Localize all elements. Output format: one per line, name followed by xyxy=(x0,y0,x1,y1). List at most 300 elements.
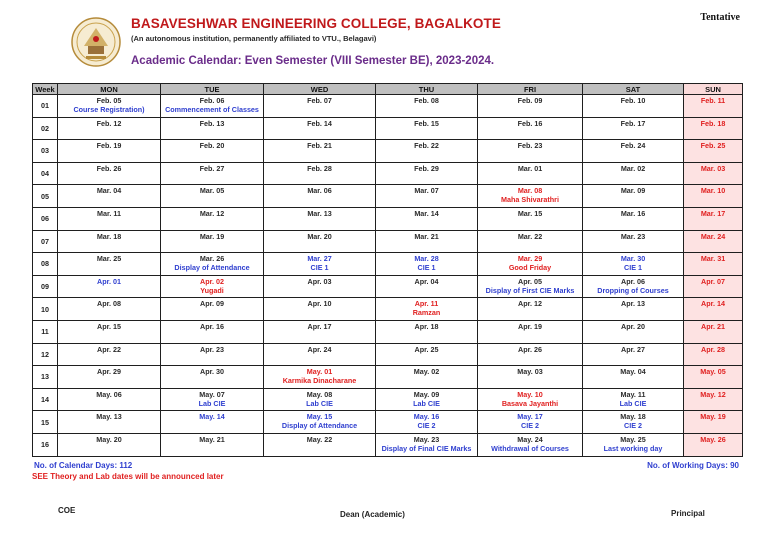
day-cell-thu xyxy=(376,117,478,140)
academic-calendar-table xyxy=(32,83,743,457)
date-label: Mar. 05 xyxy=(199,186,225,196)
event-label: Lab CIE xyxy=(619,398,647,408)
day-cell-sun xyxy=(684,117,743,140)
day-cell-sun xyxy=(684,162,743,185)
day-cell-wed xyxy=(264,207,376,230)
table-row xyxy=(33,366,743,389)
date-label: Mar. 01 xyxy=(517,163,543,173)
day-cell-fri xyxy=(478,230,583,253)
date-label: Apr. 16 xyxy=(200,321,224,331)
date-label: May. 17 xyxy=(517,412,543,422)
date-label: Mar. 29 xyxy=(517,254,543,264)
day-cell-sat xyxy=(583,230,684,253)
day-cell-thu xyxy=(376,185,478,208)
date-label: Apr. 19 xyxy=(518,321,542,331)
date-label: Mar. 21 xyxy=(414,231,439,241)
day-cell-thu xyxy=(376,230,478,253)
date-label: Apr. 17 xyxy=(307,321,332,331)
event-label: Ramzan xyxy=(412,308,441,318)
date-label: May. 24 xyxy=(517,434,543,444)
day-cell-fri xyxy=(478,185,583,208)
date-label: May. 03 xyxy=(517,367,543,377)
week-number: 07 xyxy=(33,230,58,253)
day-cell-sun xyxy=(684,298,743,321)
column-header-sat: SAT xyxy=(583,84,684,95)
date-label: Feb. 23 xyxy=(517,141,543,151)
day-cell-thu xyxy=(376,343,478,366)
week-number: 14 xyxy=(33,388,58,411)
day-cell-tue xyxy=(161,275,264,298)
date-label: Apr. 12 xyxy=(518,299,542,309)
event-label: CIE 2 xyxy=(417,421,436,431)
day-cell-wed xyxy=(264,230,376,253)
date-label: Feb. 12 xyxy=(96,118,122,128)
day-cell-sat xyxy=(583,95,684,118)
column-header-fri: FRI xyxy=(478,84,583,95)
date-label: Mar. 18 xyxy=(96,231,122,241)
day-cell-sun xyxy=(684,433,743,456)
event-label: Course Registration) xyxy=(73,105,145,114)
table-row xyxy=(33,433,743,456)
day-cell-wed xyxy=(264,366,376,389)
date-label: May. 11 xyxy=(620,389,646,399)
date-label: Apr. 13 xyxy=(621,299,645,309)
college-logo-icon xyxy=(70,16,122,68)
day-cell-fri xyxy=(478,275,583,298)
date-label: May. 05 xyxy=(700,367,726,377)
table-row xyxy=(33,275,743,298)
date-label: Apr. 07 xyxy=(701,276,725,286)
date-label: Feb. 19 xyxy=(96,141,122,151)
date-label: Mar. 31 xyxy=(700,254,726,264)
date-label: Feb. 28 xyxy=(307,163,332,173)
day-cell-sun xyxy=(684,343,743,366)
day-cell-wed xyxy=(264,95,376,118)
day-cell-sat xyxy=(583,140,684,163)
event-label: CIE 2 xyxy=(521,421,539,431)
day-cell-sat xyxy=(583,207,684,230)
day-cell-tue xyxy=(161,140,264,163)
date-label: Feb. 27 xyxy=(199,163,225,173)
date-label: Feb. 24 xyxy=(620,141,646,151)
date-label: Feb. 06 xyxy=(199,96,225,105)
day-cell-mon xyxy=(58,411,161,434)
date-label: Apr. 02 xyxy=(200,276,224,286)
week-number: 01 xyxy=(33,95,58,118)
event-label: Lab CIE xyxy=(198,398,226,408)
working-days-count: No. of Working Days: 90 xyxy=(647,461,739,470)
table-row xyxy=(33,162,743,185)
day-cell-mon xyxy=(58,207,161,230)
day-cell-sat xyxy=(583,185,684,208)
week-number: 13 xyxy=(33,366,58,389)
date-label: Mar. 12 xyxy=(199,208,225,218)
day-cell-mon xyxy=(58,388,161,411)
table-row xyxy=(33,298,743,321)
day-cell-fri xyxy=(478,388,583,411)
date-label: Feb. 08 xyxy=(414,96,439,105)
day-cell-fri xyxy=(478,433,583,456)
week-number: 09 xyxy=(33,275,58,298)
date-label: Mar. 30 xyxy=(620,254,646,264)
week-number: 10 xyxy=(33,298,58,321)
week-number: 05 xyxy=(33,185,58,208)
date-label: Mar. 07 xyxy=(414,186,439,196)
date-label: Apr. 27 xyxy=(621,344,645,354)
date-label: May. 22 xyxy=(306,434,333,444)
day-cell-sat xyxy=(583,298,684,321)
date-label: May. 26 xyxy=(700,434,726,444)
date-label: Mar. 14 xyxy=(414,208,439,218)
date-label: May. 02 xyxy=(413,367,440,377)
day-cell-sun xyxy=(684,275,743,298)
date-label: Apr. 04 xyxy=(414,276,439,286)
date-label: Apr. 18 xyxy=(414,321,439,331)
date-label: Apr. 23 xyxy=(200,344,224,354)
date-label: Mar. 20 xyxy=(307,231,332,241)
week-number: 15 xyxy=(33,411,58,434)
date-label: Mar. 16 xyxy=(620,208,646,218)
day-cell-wed xyxy=(264,162,376,185)
day-cell-mon xyxy=(58,433,161,456)
event-label: Withdrawal of Courses xyxy=(491,443,569,453)
calendar-days-count: No. of Calendar Days: 112 xyxy=(34,461,133,470)
date-label: Apr. 09 xyxy=(200,299,224,309)
date-label: Apr. 22 xyxy=(97,344,121,354)
date-label: May. 06 xyxy=(96,389,122,399)
day-cell-tue xyxy=(161,366,264,389)
day-cell-thu xyxy=(376,275,478,298)
day-cell-thu xyxy=(376,162,478,185)
day-cell-thu xyxy=(376,298,478,321)
day-cell-sat xyxy=(583,366,684,389)
date-label: Feb. 13 xyxy=(199,118,225,128)
date-label: May. 19 xyxy=(700,412,726,422)
date-label: Apr. 30 xyxy=(200,367,224,377)
day-cell-mon xyxy=(58,95,161,118)
date-label: Mar. 10 xyxy=(700,186,726,196)
date-label: Mar. 13 xyxy=(307,208,332,218)
college-name: BASAVESHWAR ENGINEERING COLLEGE, BAGALKOTE xyxy=(131,16,501,31)
date-label: Apr. 28 xyxy=(701,344,725,354)
column-header-mon: MON xyxy=(58,84,161,95)
date-label: Feb. 22 xyxy=(414,141,439,151)
day-cell-fri xyxy=(478,117,583,140)
date-label: Feb. 29 xyxy=(414,163,439,173)
day-cell-tue xyxy=(161,185,264,208)
date-label: Feb. 26 xyxy=(96,163,122,173)
week-number: 03 xyxy=(33,140,58,163)
date-label: Mar. 19 xyxy=(199,231,225,241)
day-cell-wed xyxy=(264,117,376,140)
week-number: 02 xyxy=(33,117,58,140)
event-label: Dropping of Courses xyxy=(597,285,669,295)
date-label: Feb. 21 xyxy=(307,141,332,151)
date-label: Feb. 09 xyxy=(517,96,543,105)
affiliation-text: (An autonomous institution, permanently affiliated to VTU., Belagavi) xyxy=(131,34,377,43)
column-header-tue: TUE xyxy=(161,84,264,95)
day-cell-sun xyxy=(684,366,743,389)
day-cell-mon xyxy=(58,366,161,389)
day-cell-sun xyxy=(684,207,743,230)
table-row xyxy=(33,95,743,118)
date-label: Mar. 03 xyxy=(700,163,726,173)
day-cell-tue xyxy=(161,117,264,140)
day-cell-wed xyxy=(264,411,376,434)
day-cell-tue xyxy=(161,95,264,118)
date-label: Apr. 15 xyxy=(97,321,121,331)
date-label: May. 13 xyxy=(96,412,122,422)
event-label: Display of Attendance xyxy=(281,421,358,431)
day-cell-mon xyxy=(58,117,161,140)
date-label: Mar. 15 xyxy=(517,208,543,218)
event-label: Lab CIE xyxy=(306,398,333,408)
day-cell-tue xyxy=(161,207,264,230)
day-cell-mon xyxy=(58,140,161,163)
table-row xyxy=(33,117,743,140)
date-label: Feb. 16 xyxy=(517,118,543,128)
table-row xyxy=(33,320,743,343)
day-cell-sat xyxy=(583,253,684,276)
event-label: Basava Jayanthi xyxy=(501,398,559,408)
day-cell-fri xyxy=(478,140,583,163)
day-cell-sat xyxy=(583,117,684,140)
day-cell-fri xyxy=(478,253,583,276)
day-cell-sat xyxy=(583,320,684,343)
date-label: Feb. 15 xyxy=(414,118,439,128)
day-cell-sun xyxy=(684,388,743,411)
dean-signature-label: Dean (Academic) xyxy=(340,510,405,519)
day-cell-mon xyxy=(58,343,161,366)
day-cell-wed xyxy=(264,320,376,343)
day-cell-tue xyxy=(161,343,264,366)
day-cell-sat xyxy=(583,433,684,456)
date-label: Mar. 06 xyxy=(307,186,332,196)
day-cell-mon xyxy=(58,275,161,298)
event-label: Display of First CIE Marks xyxy=(485,285,575,295)
week-number: 06 xyxy=(33,207,58,230)
table-row xyxy=(33,253,743,276)
table-row xyxy=(33,388,743,411)
date-label: Mar. 24 xyxy=(700,231,726,241)
day-cell-wed xyxy=(264,253,376,276)
date-label: Apr. 06 xyxy=(621,276,645,286)
day-cell-mon xyxy=(58,162,161,185)
date-label: Feb. 20 xyxy=(199,141,225,151)
day-cell-tue xyxy=(161,388,264,411)
date-label: Feb. 05 xyxy=(96,96,122,105)
day-cell-fri xyxy=(478,343,583,366)
date-label: May. 12 xyxy=(700,389,726,399)
day-cell-mon xyxy=(58,320,161,343)
date-label: Apr. 21 xyxy=(701,321,725,331)
table-row xyxy=(33,185,743,208)
column-header-thu: THU xyxy=(376,84,478,95)
date-label: Apr. 29 xyxy=(97,367,121,377)
day-cell-mon xyxy=(58,253,161,276)
event-label: CIE 1 xyxy=(624,263,642,273)
event-label: Lab CIE xyxy=(413,398,440,408)
day-cell-thu xyxy=(376,366,478,389)
table-row xyxy=(33,207,743,230)
column-header-wed: WED xyxy=(264,84,376,95)
principal-signature-label: Principal xyxy=(671,509,705,518)
day-cell-thu xyxy=(376,253,478,276)
day-cell-tue xyxy=(161,230,264,253)
date-label: May. 18 xyxy=(620,412,646,422)
date-label: May. 23 xyxy=(413,434,440,444)
calendar-title: Academic Calendar: Even Semester (VIII Semester BE), 2023-2024. xyxy=(131,55,495,67)
day-cell-tue xyxy=(161,433,264,456)
day-cell-fri xyxy=(478,95,583,118)
date-label: Apr. 10 xyxy=(307,299,332,309)
table-row xyxy=(33,230,743,253)
day-cell-sat xyxy=(583,388,684,411)
week-number: 04 xyxy=(33,162,58,185)
date-label: May. 20 xyxy=(96,434,122,444)
day-cell-wed xyxy=(264,298,376,321)
date-label: Apr. 08 xyxy=(97,299,121,309)
date-label: May. 01 xyxy=(306,367,333,377)
day-cell-wed xyxy=(264,140,376,163)
event-label: Good Friday xyxy=(508,263,552,273)
see-note: SEE Theory and Lab dates will be announced later xyxy=(32,472,224,481)
date-label: Mar. 23 xyxy=(620,231,646,241)
day-cell-sat xyxy=(583,343,684,366)
week-number: 11 xyxy=(33,320,58,343)
day-cell-thu xyxy=(376,388,478,411)
event-label: CIE 2 xyxy=(624,421,642,431)
week-number: 12 xyxy=(33,343,58,366)
date-label: Mar. 25 xyxy=(96,254,122,264)
day-cell-tue xyxy=(161,320,264,343)
date-label: Mar. 04 xyxy=(96,186,122,196)
day-cell-wed xyxy=(264,185,376,208)
day-cell-fri xyxy=(478,207,583,230)
date-label: May. 16 xyxy=(413,412,440,422)
event-label: Display of Attendance xyxy=(174,263,250,273)
day-cell-wed xyxy=(264,275,376,298)
day-cell-sun xyxy=(684,411,743,434)
week-number: 16 xyxy=(33,433,58,456)
table-row xyxy=(33,343,743,366)
date-label: Mar. 08 xyxy=(517,186,543,196)
date-label: Feb. 17 xyxy=(620,118,646,128)
day-cell-fri xyxy=(478,162,583,185)
date-label: Mar. 02 xyxy=(620,163,646,173)
day-cell-mon xyxy=(58,298,161,321)
date-label: Mar. 11 xyxy=(97,208,121,218)
date-label: Feb. 18 xyxy=(700,118,726,128)
table-header-row xyxy=(33,84,743,95)
day-cell-thu xyxy=(376,95,478,118)
date-label: Apr. 25 xyxy=(414,344,439,354)
date-label: Mar. 09 xyxy=(620,186,646,196)
date-label: May. 15 xyxy=(306,412,333,422)
date-label: Feb. 10 xyxy=(620,96,646,105)
day-cell-sat xyxy=(583,162,684,185)
date-label: Apr. 03 xyxy=(307,276,332,286)
day-cell-fri xyxy=(478,298,583,321)
day-cell-sun xyxy=(684,320,743,343)
date-label: May. 10 xyxy=(517,389,543,399)
day-cell-thu xyxy=(376,207,478,230)
date-label: Apr. 05 xyxy=(518,276,542,286)
event-label: Yugadi xyxy=(200,285,224,295)
date-label: Feb. 25 xyxy=(700,141,726,151)
date-label: May. 07 xyxy=(199,389,225,399)
day-cell-mon xyxy=(58,185,161,208)
date-label: Feb. 14 xyxy=(307,118,332,128)
date-label: Apr. 26 xyxy=(518,344,542,354)
event-label: Maha Shivarathri xyxy=(501,195,559,205)
day-cell-thu xyxy=(376,433,478,456)
date-label: May. 21 xyxy=(199,434,225,444)
day-cell-wed xyxy=(264,433,376,456)
event-label: CIE 1 xyxy=(417,263,436,273)
date-label: Apr. 24 xyxy=(307,344,332,354)
event-label: CIE 1 xyxy=(310,263,329,273)
date-label: Mar. 26 xyxy=(199,254,225,264)
table-row xyxy=(33,411,743,434)
day-cell-sun xyxy=(684,253,743,276)
date-label: Mar. 28 xyxy=(414,254,439,264)
day-cell-sun xyxy=(684,140,743,163)
day-cell-sun xyxy=(684,185,743,208)
tentative-label: Tentative xyxy=(700,12,740,23)
day-cell-tue xyxy=(161,253,264,276)
date-label: May. 08 xyxy=(306,389,333,399)
week-number: 08 xyxy=(33,253,58,276)
date-label: Feb. 07 xyxy=(307,96,332,105)
day-cell-wed xyxy=(264,388,376,411)
day-cell-thu xyxy=(376,320,478,343)
date-label: Mar. 17 xyxy=(700,208,726,218)
day-cell-thu xyxy=(376,140,478,163)
day-cell-tue xyxy=(161,162,264,185)
day-cell-fri xyxy=(478,366,583,389)
day-cell-tue xyxy=(161,411,264,434)
date-label: May. 25 xyxy=(620,434,646,444)
day-cell-sun xyxy=(684,230,743,253)
day-cell-thu xyxy=(376,411,478,434)
date-label: Mar. 27 xyxy=(307,254,332,264)
day-cell-sat xyxy=(583,411,684,434)
date-label: Apr. 11 xyxy=(414,299,439,309)
event-label: Karmika Dinacharane xyxy=(282,376,357,386)
day-cell-sun xyxy=(684,95,743,118)
date-label: May. 14 xyxy=(199,412,225,422)
date-label: Mar. 22 xyxy=(517,231,543,241)
event-label: Display of Final CIE Marks xyxy=(381,443,472,453)
date-label: Apr. 01 xyxy=(97,276,121,286)
day-cell-tue xyxy=(161,298,264,321)
column-header-sun: SUN xyxy=(684,84,743,95)
date-label: Apr. 14 xyxy=(701,299,725,309)
table-row xyxy=(33,140,743,163)
event-label: Last working day xyxy=(603,443,663,453)
date-label: Feb. 11 xyxy=(700,96,726,105)
coe-signature-label: COE xyxy=(58,506,76,515)
day-cell-wed xyxy=(264,343,376,366)
date-label: May. 04 xyxy=(620,367,646,377)
day-cell-fri xyxy=(478,320,583,343)
date-label: May. 09 xyxy=(413,389,440,399)
day-cell-fri xyxy=(478,411,583,434)
date-label: Apr. 20 xyxy=(621,321,645,331)
day-cell-sat xyxy=(583,275,684,298)
day-cell-mon xyxy=(58,230,161,253)
